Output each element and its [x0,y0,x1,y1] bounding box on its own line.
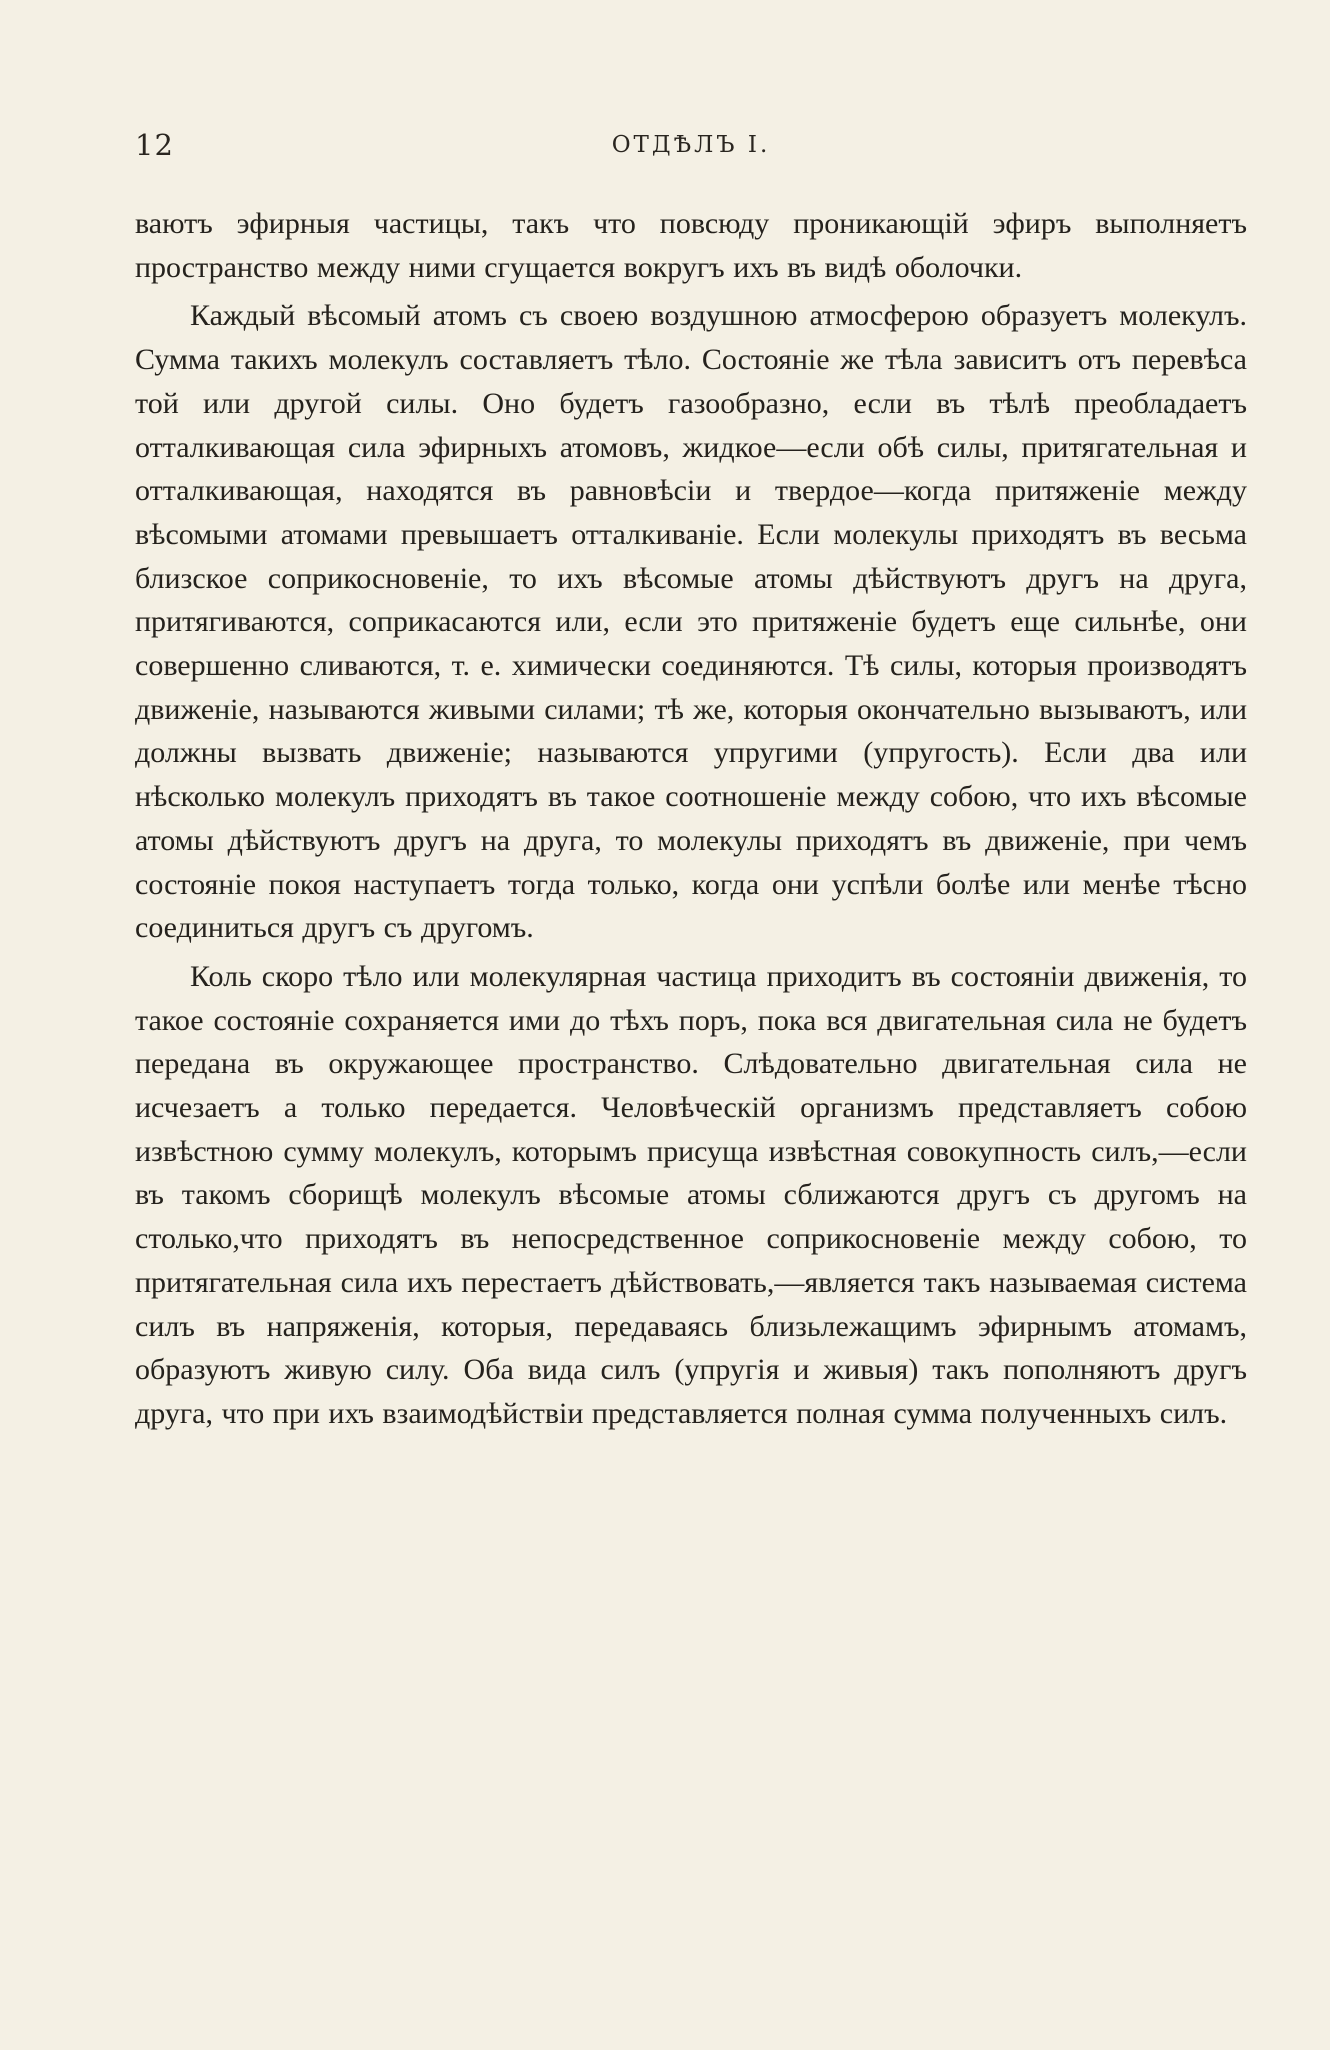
running-head: ОТДѢЛЪ I. [611,132,771,158]
page-number: 12 [135,128,174,162]
paragraph: Каждый вѣсомый атомъ съ своею воздушною атмосферою образуетъ молекулъ. Сумма такихъ молекулъ составляетъ тѣло. Состояніе же тѣла зависитъ отъ перевѣса той или другой силы. Оно будетъ газообразно, если въ тѣлѣ преобладаетъ отталкивающая сила эфирныхъ атомовъ, жидкое—если обѣ силы, притягательная и отталкивающая, находятся въ равновѣсіи и твердое—когда притяженіе между вѣсомыми атомами превышаетъ отталкиваніе. Если молекулы приходятъ въ весьма близское соприкосновеніе, то ихъ вѣсомые атомы дѣйствуютъ другъ на друга, притягиваются, соприкасаются или, если это притяженіе будетъ еще сильнѣе, они совершенно сливаются, т. е. химически соединяются. Тѣ силы, которыя производятъ движеніе, называются живыми силами; тѣ же, которыя окончательно вызываютъ, или должны вызвать движеніе; называются упругими (упругость). Если два или нѣсколько молекулъ приходятъ въ такое соотношеніе между собою, что ихъ вѣсомые атомы дѣйствуютъ другъ на друга, то молекулы приходятъ въ движеніе, при чемъ состояніе покоя наступаетъ тогда только, когда они успѣли болѣе или менѣе тѣсно соединиться другъ съ другомъ. [135,299,1247,945]
page-header [135,128,1247,168]
paragraph: ваютъ эфирныя частицы, такъ что повсюду проникающій эфиръ выполняетъ пространство между ними сгущается вокругъ ихъ въ видѣ оболочки. [135,207,1247,284]
paragraph: Коль скоро тѣло или молекулярная частица приходитъ въ состояніи движенія, то такое состояніе сохраняется ими до тѣхъ поръ, пока вся двигательная сила не будетъ передана въ окружающее пространство. Слѣдовательно двигательная сила не исчезаетъ а только передается. Человѣческій организмъ представляетъ собою извѣстною сумму молекулъ, которымъ присуща извѣстная совокупность силъ,—если въ такомъ сборищѣ молекулъ вѣсомые атомы сближаются другъ съ другомъ на столько,что приходятъ въ непосредственное соприкосновеніе между собою, то притягательная сила ихъ перестаетъ дѣйствовать,—является такъ называемая система силъ въ напряженія, которыя, передаваясь близьлежащимъ эфирнымъ атомамъ, образуютъ живую силу. Оба вида силъ (упругія и живыя) такъ пополняютъ другъ друга, что при ихъ взаимодѣйствіи представляется полная сумма полученныхъ силъ. [135,959,1247,1430]
body-text [135,202,1247,1436]
